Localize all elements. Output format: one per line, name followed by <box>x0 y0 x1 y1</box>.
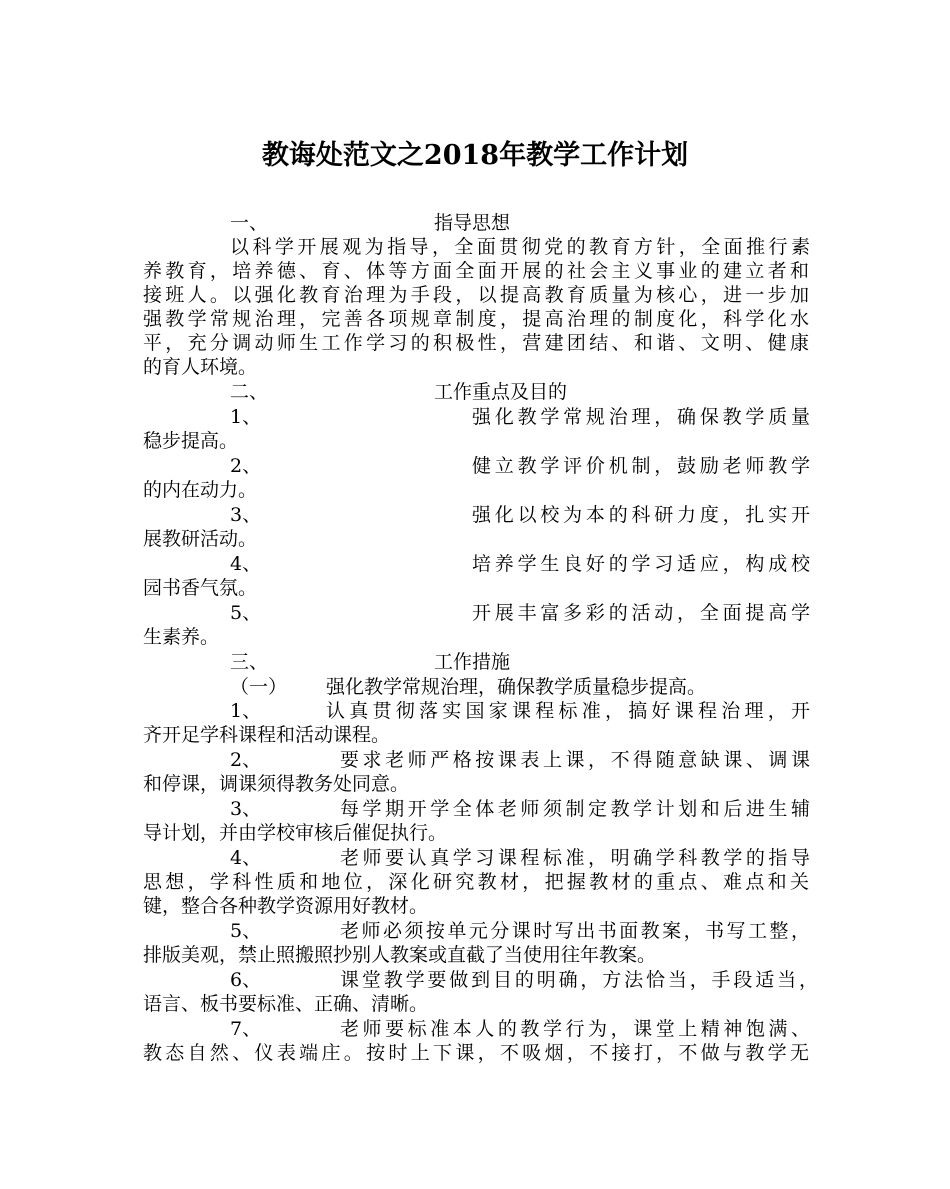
measure-continuation: 语言、板书要标准、正确、清晰。 <box>143 993 429 1015</box>
measure-number: 5、 <box>230 920 262 942</box>
measure-continuation: 和停课，调课须得教务处同意。 <box>143 773 410 795</box>
paragraph-line: 强教学常规治理，完善各项规章制度，提高治理的制度化，科学化水 <box>143 308 809 330</box>
section-number: 二、 <box>230 381 269 403</box>
measure-continuation: 思想，学科性质和地位，深化研究教材，把握教材的重点、难点和关 <box>143 871 809 893</box>
measure-continuation: 齐开足学科课程和活动课程。 <box>143 724 391 746</box>
paragraph-line: 以科学开展观为指导，全面贯彻党的教育方针，全面推行素 <box>230 236 810 258</box>
measure-text: 每学期开学全体老师须制定教学计划和后进生辅 <box>340 798 810 820</box>
measure-text: 老师要认真学习课程标准，明确学科教学的指导 <box>340 847 810 869</box>
measure-number: 4、 <box>230 847 262 869</box>
measure-number: 6、 <box>230 969 262 991</box>
measure-text: 认真贯彻落实国家课程标准，搞好课程治理，开 <box>326 700 810 722</box>
section-number: 一、 <box>230 212 269 234</box>
measure-continuation: 排版美观，禁止照搬照抄别人教案或直截了当使用往年教案。 <box>143 944 657 966</box>
list-item-text: 健立教学评价机制，鼓励老师教学 <box>472 455 810 477</box>
paragraph-line: 养教育，培养德、育、体等方面全面开展的社会主义事业的建立者和 <box>143 260 809 282</box>
measure-number: 7、 <box>230 1018 262 1040</box>
subsection-heading: 强化教学常规治理，确保教学质量稳步提高。 <box>326 676 707 698</box>
list-item-continuation: 展教研活动。 <box>143 528 258 550</box>
measure-text: 老师要标准本人的教学行为，课堂上精神饱满、 <box>340 1018 810 1040</box>
paragraph-line: 的育人环境。 <box>143 356 258 378</box>
subsection-number: （一） <box>230 676 288 698</box>
list-item-continuation: 稳步提高。 <box>143 430 239 452</box>
list-item-continuation: 园书香气氛。 <box>143 577 258 599</box>
section-heading: 工作重点及目的 <box>434 381 568 403</box>
measure-number: 3、 <box>230 798 262 820</box>
measure-continuation: 教态自然、仪表端庄。按时上下课，不吸烟，不接打，不做与教学无 <box>143 1042 809 1064</box>
section-heading: 指导思想 <box>434 212 511 234</box>
list-item-continuation: 的内在动力。 <box>143 479 258 501</box>
measure-text: 老师必须按单元分课时写出书面教案，书写工整， <box>340 920 810 942</box>
list-item-text: 培养学生良好的学习适应，构成校 <box>472 553 810 575</box>
measure-text: 课堂教学要做到目的明确，方法恰当，手段适当， <box>340 969 818 991</box>
measure-number: 1、 <box>230 700 262 722</box>
list-item-text: 强化以校为本的科研力度，扎实开 <box>472 504 810 526</box>
measure-text: 要求老师严格按课表上课，不得随意缺课、调课 <box>340 749 810 771</box>
list-item-number: 5、 <box>230 602 262 624</box>
measure-continuation: 导计划，并由学校审核后催促执行。 <box>143 822 448 844</box>
list-item-number: 2、 <box>230 455 262 477</box>
paragraph-line: 平，充分调动师生工作学习的积极性，营建团结、和谐、文明、健康 <box>143 332 809 354</box>
list-item-number: 4、 <box>230 553 262 575</box>
list-item-text: 开展丰富多彩的活动，全面提高学 <box>472 602 810 624</box>
section-number: 三、 <box>230 651 269 673</box>
measure-continuation: 键，整合各种教学资源用好教材。 <box>143 895 429 917</box>
list-item-continuation: 生素养。 <box>143 626 220 648</box>
page-title: 教诲处范文之2018年教学工作计划 <box>261 140 689 171</box>
list-item-text: 强化教学常规治理，确保教学质量 <box>472 406 810 428</box>
paragraph-line: 接班人。以强化教育治理为手段，以提高教育质量为核心，进一步加 <box>143 284 809 306</box>
measure-number: 2、 <box>230 749 262 771</box>
section-heading: 工作措施 <box>434 651 511 673</box>
list-item-number: 1、 <box>230 406 262 428</box>
list-item-number: 3、 <box>230 504 262 526</box>
